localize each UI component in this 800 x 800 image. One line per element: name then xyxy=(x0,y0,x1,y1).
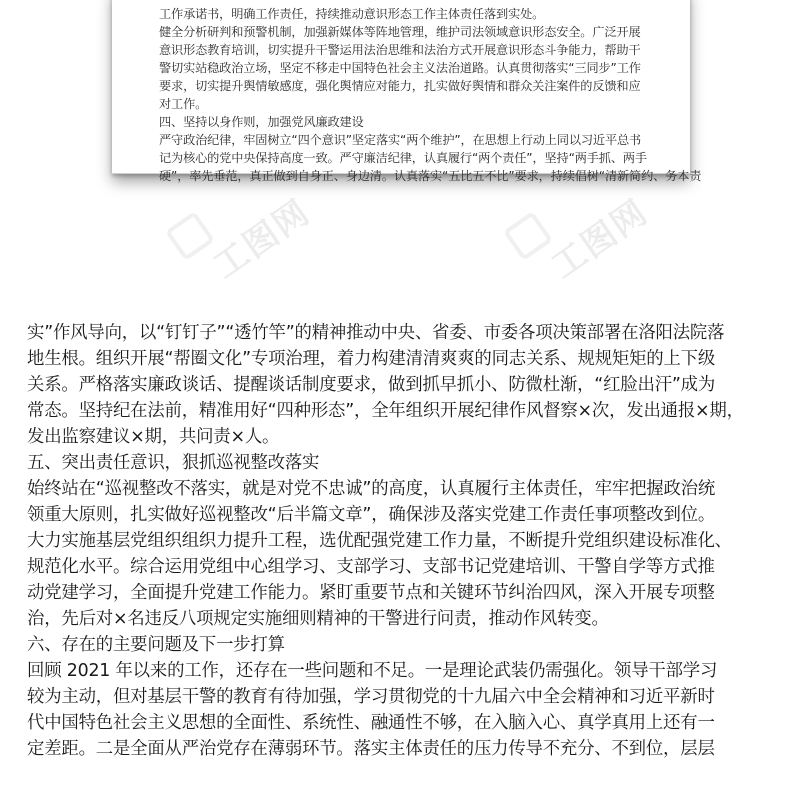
preview-line: 记为核心的党中央保持高度一致。严守廉洁纪律，认真履行“两个责任”，坚持“两手抓、两手 xyxy=(159,151,647,165)
body-line: 较为主动，但对基层干警的教育有待加强，学习贯彻党的十九届六中全会精神和习近平新时 xyxy=(27,687,715,707)
body-line: 动党建学习，全面提升党建工作能力。紧盯重要节点和关键环节纠治四风，深入开展专项整 xyxy=(27,583,715,603)
body-line: 领重大原则，扎实做好巡视整改“后半篇文章”，确保涉及落实党建工作责任事项整改到位。 xyxy=(27,505,716,525)
preview-line: 工作承诺书，明确工作责任，持续推动意识形态工作主体责任落到实处。 xyxy=(159,7,545,21)
preview-line: 健全分析研判和预警机制，加强新媒体等阵地管理，维护司法领域意识形态安全。广泛开展 xyxy=(159,25,641,39)
body-line: 代中国特色社会主义思想的全面性、系统性、融通性不够，在入脑入心、真学真用上还有一 xyxy=(27,713,715,733)
section-heading: 六、存在的主要问题及下一步打算 xyxy=(27,635,285,655)
preview-line: 警切实站稳政治立场，坚定不移走中国特色社会主义法治道路。认真贯彻落实“三同步”工作 xyxy=(159,61,641,75)
preview-line: 要求，切实提升舆情敏感度，强化舆情应对能力，扎实做好舆情和群众关注案件的反馈和应 xyxy=(159,79,641,93)
preview-line: 意识形态教育培训，切实提升干警运用法治思维和法治方式开展意识形态斗争能力，帮助干 xyxy=(159,43,641,57)
preview-line: 硬”，率先垂范，真正做到自身正、身边清。认真落实“五比五不比”要求，持续倡树“清新简约、务本责 xyxy=(159,169,702,183)
body-line: 定差距。二是全面从严治党存在薄弱环节。落实主体责任的压力传导不充分、不到位，层层 xyxy=(27,739,715,759)
section-heading: 五、突出责任意识，狠抓巡视整改落实 xyxy=(27,453,320,473)
preview-line: 对工作。 xyxy=(159,97,208,111)
body-line: 大力实施基层党组织组织力提升工程，选优配强党建工作力量，不断提升党组织建设标准化、 xyxy=(27,531,732,551)
body-line: 治，先后对×名违反八项规定实施细则精神的干警进行问责，推动作风转变。 xyxy=(27,609,609,629)
body-line: 常态。坚持纪在法前，精准用好“四种形态”，全年组织开展纪律作风督察×次，发出通报×期， xyxy=(27,401,744,421)
body-line: 回顾 2021 年以来的工作，还存在一些问题和不足。一是理论武装仍需强化。领导干部学习 xyxy=(27,661,718,681)
preview-line: 严守政治纪律，牢固树立“四个意识”坚定落实“两个维护”，在思想上行动上同以习近平总书 xyxy=(159,133,642,147)
body-line: 发出监察建议×期，共问责×人。 xyxy=(27,427,280,447)
body-line: 始终站在“巡视整改不落实，就是对党不忠诚”的高度，认真履行主体责任，牢牢把握政治统 xyxy=(27,479,716,499)
body-line: 关系。严格落实廉政谈话、提醒谈话制度要求，做到抓早抓小、防微杜渐，“红脸出汗”成为 xyxy=(27,375,716,395)
watermark-text: 工图网 xyxy=(206,192,318,287)
document-preview-card xyxy=(112,0,702,183)
body-line: 实”作风导向，以“钉钉子”“透竹竿”的精神推动中央、省委、市委各项决策部署在洛阳法院落 xyxy=(27,323,725,343)
body-line: 规范化水平。综合运用党组中心组学习、支部学习、支部书记党建培训、干警自学等方式推 xyxy=(27,557,715,577)
preview-section-heading: 四、坚持以身作则，加强党风廉政建设 xyxy=(159,115,364,129)
body-line: 地生根。组织开展“帮圈文化”专项治理，着力构建清清爽爽的同志关系、规规矩矩的上下级 xyxy=(27,349,716,369)
watermark-text: 工图网 xyxy=(544,192,656,287)
